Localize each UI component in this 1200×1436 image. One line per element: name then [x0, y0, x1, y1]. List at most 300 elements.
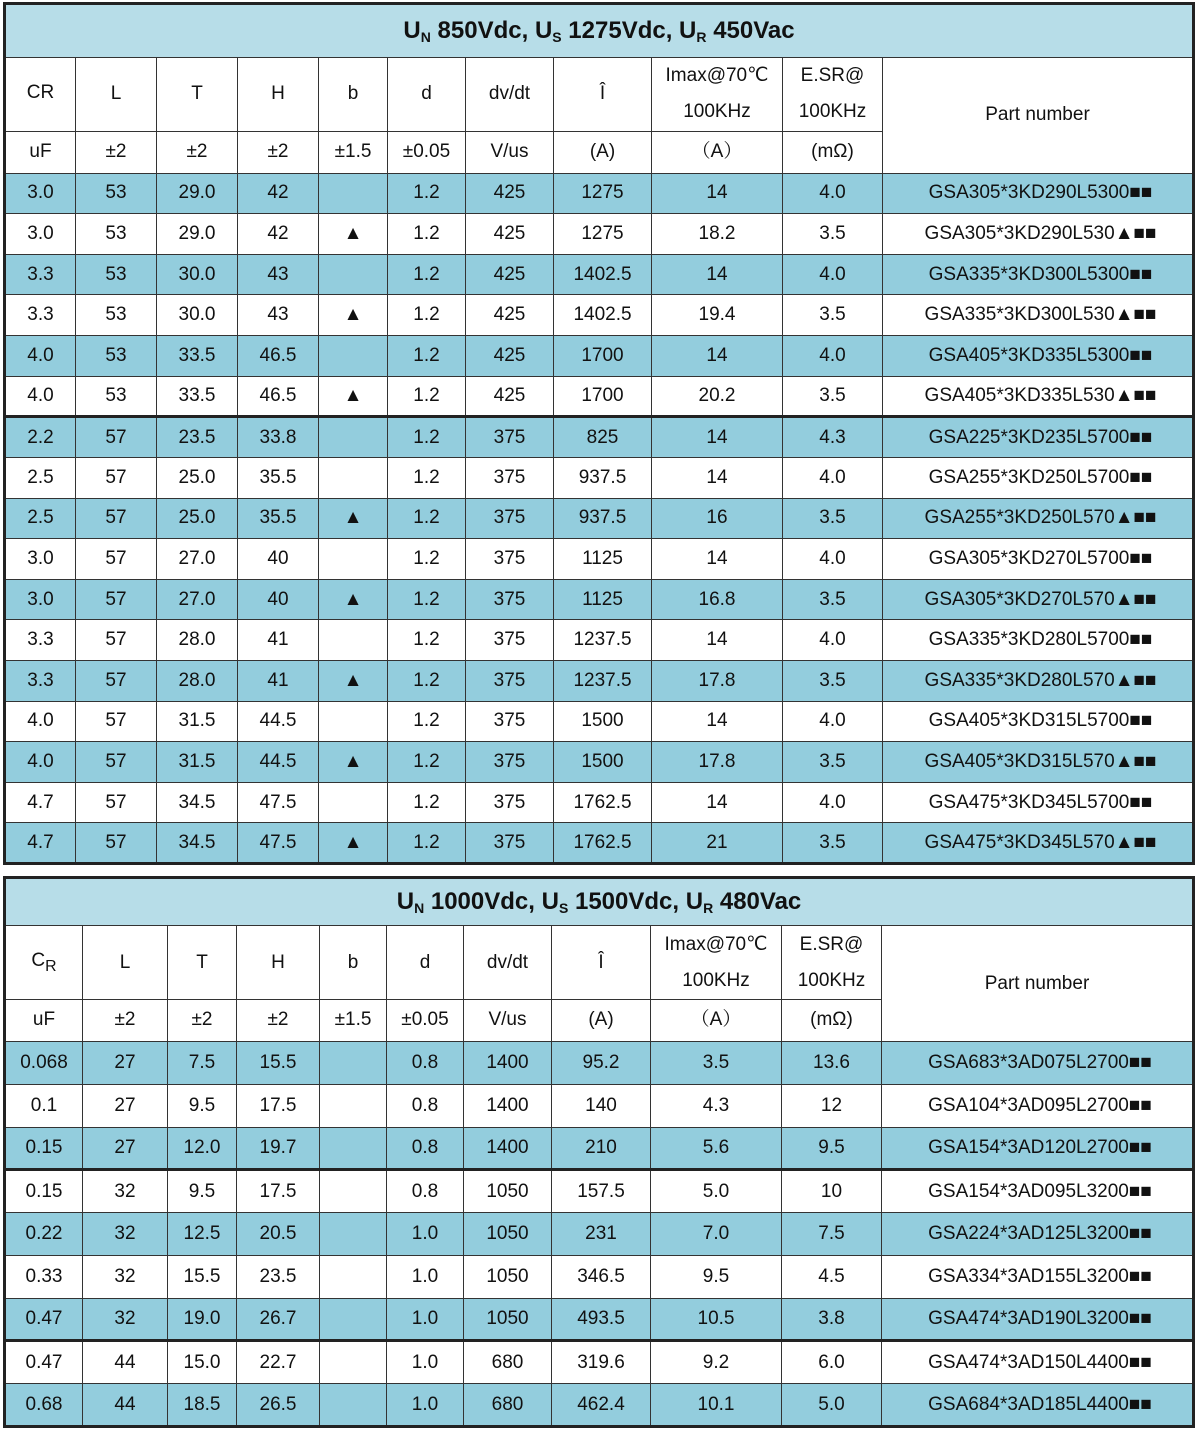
col-header-dvdt: dv/dt [466, 58, 554, 131]
cell-t: 33.5 [157, 376, 238, 417]
col-header-l: L [76, 58, 157, 131]
cell-dvdt: 1400 [464, 1127, 552, 1170]
cell-t: 19.0 [168, 1298, 237, 1341]
cell-t: 31.5 [157, 742, 238, 783]
cell-dvdt: 680 [464, 1341, 552, 1384]
cell-ipk: 1237.5 [554, 620, 652, 661]
cell-t: 12.0 [168, 1127, 237, 1170]
cell-d: 1.2 [388, 417, 466, 458]
cell-d: 1.0 [387, 1213, 464, 1256]
table-row [5, 336, 1194, 377]
cell-esr: 3.5 [783, 579, 883, 620]
unit-t: ±2 [157, 131, 238, 173]
cell-esr: 4.5 [782, 1255, 882, 1298]
cell-d: 1.2 [388, 539, 466, 580]
cell-h: 43 [238, 295, 319, 336]
cell-d: 1.2 [388, 295, 466, 336]
cell-ipk: 140 [552, 1084, 651, 1127]
cell-t: 29.0 [157, 173, 238, 214]
cell-d: 0.8 [387, 1170, 464, 1213]
cell-d: 1.0 [387, 1341, 464, 1384]
cell-t: 9.5 [168, 1170, 237, 1213]
cell-esr: 4.0 [783, 457, 883, 498]
cell-esr: 9.5 [782, 1127, 882, 1170]
cell-imax: 7.0 [651, 1213, 782, 1256]
col-header-h: H [238, 58, 319, 131]
cell-l: 44 [83, 1341, 168, 1384]
cell-part: GSA255*3KD250L5700■■ [883, 457, 1194, 498]
cell-b: ▲ [319, 742, 388, 783]
cell-l: 57 [76, 457, 157, 498]
cell-esr: 13.6 [782, 1042, 882, 1085]
col-header-cr: CR [5, 58, 76, 131]
cell-d: 0.8 [387, 1084, 464, 1127]
cell-l: 57 [76, 823, 157, 864]
cell-cr: 0.33 [5, 1255, 83, 1298]
cell-cr: 4.0 [5, 701, 76, 742]
cell-d: 1.2 [388, 660, 466, 701]
cell-ipk: 462.4 [552, 1384, 651, 1427]
table-row [5, 823, 1194, 864]
cell-t: 34.5 [157, 823, 238, 864]
cell-cr: 0.15 [5, 1127, 83, 1170]
table-row [5, 1084, 1194, 1127]
cell-ipk: 1700 [554, 336, 652, 377]
table-row [5, 701, 1194, 742]
cell-cr: 3.0 [5, 579, 76, 620]
cell-cr: 3.3 [5, 295, 76, 336]
cell-h: 19.7 [237, 1127, 320, 1170]
cell-part: GSA154*3AD095L3200■■ [882, 1170, 1194, 1213]
cell-part: GSA683*3AD075L2700■■ [882, 1042, 1194, 1085]
col-header-b: b [319, 58, 388, 131]
cell-h: 40 [238, 579, 319, 620]
cell-b [319, 336, 388, 377]
cell-ipk: 95.2 [552, 1042, 651, 1085]
cell-h: 23.5 [237, 1255, 320, 1298]
col-header-part-number: Part number [882, 926, 1194, 1042]
cell-dvdt: 680 [464, 1384, 552, 1427]
cell-t: 12.5 [168, 1213, 237, 1256]
cell-part: GSA684*3AD185L4400■■ [882, 1384, 1194, 1427]
cell-h: 46.5 [238, 376, 319, 417]
cell-b [319, 701, 388, 742]
unit-ipk: (A) [552, 999, 651, 1041]
cell-b [320, 1170, 387, 1213]
cell-part: GSA475*3KD345L5700■■ [883, 782, 1194, 823]
cell-dvdt: 375 [466, 742, 554, 783]
cell-ipk: 1500 [554, 742, 652, 783]
cell-ipk: 1700 [554, 376, 652, 417]
cell-ipk: 157.5 [552, 1170, 651, 1213]
table-row [5, 214, 1194, 255]
cell-b [319, 457, 388, 498]
cell-b [320, 1213, 387, 1256]
cell-esr: 4.0 [783, 782, 883, 823]
cell-h: 42 [238, 173, 319, 214]
cell-ipk: 210 [552, 1127, 651, 1170]
cell-part: GSA305*3KD270L5700■■ [883, 539, 1194, 580]
cell-d: 1.2 [388, 457, 466, 498]
cell-b [319, 173, 388, 214]
cell-part: GSA305*3KD270L570▲■■ [883, 579, 1194, 620]
cell-imax: 5.6 [651, 1127, 782, 1170]
cell-d: 1.2 [388, 498, 466, 539]
cell-esr: 3.5 [783, 214, 883, 255]
cell-d: 1.2 [388, 579, 466, 620]
cell-imax: 14 [652, 336, 783, 377]
col-header-cr: $C_R$ [5, 926, 83, 1000]
cell-esr: 3.5 [783, 376, 883, 417]
col-header-ipk: Î [554, 58, 652, 131]
cell-imax: 18.2 [652, 214, 783, 255]
cell-imax: 14 [652, 417, 783, 458]
table-row [5, 417, 1194, 458]
cell-d: 1.0 [387, 1255, 464, 1298]
table-row [5, 376, 1194, 417]
cell-l: 32 [83, 1298, 168, 1341]
cell-h: 44.5 [238, 701, 319, 742]
cell-t: 30.0 [157, 254, 238, 295]
cell-imax: 14 [652, 173, 783, 214]
cell-h: 17.5 [237, 1170, 320, 1213]
cell-imax: 10.1 [651, 1384, 782, 1427]
cell-dvdt: 375 [466, 417, 554, 458]
cell-dvdt: 1050 [464, 1213, 552, 1256]
cell-dvdt: 375 [466, 498, 554, 539]
unit-imax: （A） [651, 999, 782, 1041]
cell-d: 0.8 [387, 1127, 464, 1170]
cell-part: GSA405*3KD315L570▲■■ [883, 742, 1194, 783]
cell-cr: 0.15 [5, 1170, 83, 1213]
cell-h: 42 [238, 214, 319, 255]
cell-t: 25.0 [157, 498, 238, 539]
cell-h: 41 [238, 660, 319, 701]
cell-t: 31.5 [157, 701, 238, 742]
cell-esr: 6.0 [782, 1341, 882, 1384]
unit-dvdt: V/us [466, 131, 554, 173]
cell-part: GSA475*3KD345L570▲■■ [883, 823, 1194, 864]
table-row [5, 1127, 1194, 1170]
cell-cr: 0.47 [5, 1341, 83, 1384]
cell-h: 33.8 [238, 417, 319, 458]
cell-ipk: 346.5 [552, 1255, 651, 1298]
unit-d: ±0.05 [388, 131, 466, 173]
spec-table-850vdc [3, 2, 1195, 865]
col-header-h: H [237, 926, 320, 1000]
unit-ipk: (A) [554, 131, 652, 173]
cell-l: 27 [83, 1127, 168, 1170]
cell-ipk: 937.5 [554, 457, 652, 498]
cell-part: GSA305*3KD290L530▲■■ [883, 214, 1194, 255]
table-row [5, 1170, 1194, 1213]
table-row [5, 457, 1194, 498]
cell-cr: 4.0 [5, 376, 76, 417]
cell-t: 18.5 [168, 1384, 237, 1427]
cell-t: 28.0 [157, 620, 238, 661]
unit-h: ±2 [237, 999, 320, 1041]
cell-dvdt: 375 [466, 823, 554, 864]
table-row [5, 579, 1194, 620]
cell-l: 57 [76, 498, 157, 539]
cell-b: ▲ [319, 498, 388, 539]
cell-l: 53 [76, 295, 157, 336]
cell-part: GSA405*3KD335L5300■■ [883, 336, 1194, 377]
cell-l: 53 [76, 214, 157, 255]
cell-imax: 4.3 [651, 1084, 782, 1127]
cell-b: ▲ [319, 579, 388, 620]
cell-esr: 3.5 [783, 295, 883, 336]
cell-h: 44.5 [238, 742, 319, 783]
table-row [5, 1298, 1194, 1341]
cell-l: 57 [76, 539, 157, 580]
cell-imax: 9.5 [651, 1255, 782, 1298]
cell-d: 1.2 [388, 823, 466, 864]
cell-ipk: 1402.5 [554, 295, 652, 336]
cell-imax: 3.5 [651, 1042, 782, 1085]
cell-part: GSA405*3KD315L5700■■ [883, 701, 1194, 742]
table-row [5, 173, 1194, 214]
cell-l: 27 [83, 1042, 168, 1085]
cell-dvdt: 375 [466, 620, 554, 661]
cell-t: 15.0 [168, 1341, 237, 1384]
cell-imax: 14 [652, 457, 783, 498]
cell-cr: 2.5 [5, 457, 76, 498]
cell-h: 40 [238, 539, 319, 580]
cell-cr: 4.0 [5, 336, 76, 377]
cell-dvdt: 375 [466, 539, 554, 580]
cell-imax: 16.8 [652, 579, 783, 620]
cell-esr: 7.5 [782, 1213, 882, 1256]
unit-imax: （A） [652, 131, 783, 173]
table-row [5, 782, 1194, 823]
cell-t: 33.5 [157, 336, 238, 377]
cell-d: 1.2 [388, 254, 466, 295]
table-title: $U_N$ 850Vdc, $U_S$ 1275Vdc, $U_R$ 450Vac [5, 4, 1194, 58]
col-header-imax: Imax@70℃ 100KHz [652, 58, 783, 131]
cell-l: 32 [83, 1213, 168, 1256]
cell-dvdt: 425 [466, 173, 554, 214]
cell-esr: 4.0 [783, 620, 883, 661]
cell-esr: 4.0 [783, 539, 883, 580]
cell-h: 35.5 [238, 457, 319, 498]
cell-dvdt: 375 [466, 660, 554, 701]
cell-part: GSA335*3KD280L570▲■■ [883, 660, 1194, 701]
unit-l: ±2 [83, 999, 168, 1041]
cell-cr: 0.068 [5, 1042, 83, 1085]
cell-part: GSA335*3KD300L5300■■ [883, 254, 1194, 295]
cell-h: 17.5 [237, 1084, 320, 1127]
table-row [5, 742, 1194, 783]
col-header-b: b [320, 926, 387, 1000]
cell-cr: 4.7 [5, 823, 76, 864]
cell-esr: 3.5 [783, 660, 883, 701]
unit-esr: (mΩ) [782, 999, 882, 1041]
cell-part: GSA154*3AD120L2700■■ [882, 1127, 1194, 1170]
cell-d: 1.2 [388, 782, 466, 823]
cell-l: 57 [76, 660, 157, 701]
cell-d: 1.2 [388, 376, 466, 417]
cell-b [320, 1298, 387, 1341]
cell-h: 41 [238, 620, 319, 661]
cell-l: 57 [76, 579, 157, 620]
cell-imax: 14 [652, 539, 783, 580]
cell-t: 28.0 [157, 660, 238, 701]
cell-esr: 4.3 [783, 417, 883, 458]
cell-imax: 17.8 [652, 660, 783, 701]
cell-cr: 4.0 [5, 742, 76, 783]
unit-b: ±1.5 [320, 999, 387, 1041]
cell-l: 57 [76, 742, 157, 783]
cell-cr: 3.0 [5, 214, 76, 255]
cell-b [319, 539, 388, 580]
cell-b [320, 1084, 387, 1127]
cell-part: GSA405*3KD335L530▲■■ [883, 376, 1194, 417]
cell-l: 53 [76, 376, 157, 417]
cell-t: 27.0 [157, 579, 238, 620]
cell-ipk: 1125 [554, 579, 652, 620]
cell-b [319, 254, 388, 295]
cell-cr: 2.2 [5, 417, 76, 458]
cell-cr: 2.5 [5, 498, 76, 539]
cell-ipk: 1275 [554, 214, 652, 255]
unit-h: ±2 [238, 131, 319, 173]
cell-esr: 4.0 [783, 336, 883, 377]
cell-imax: 14 [652, 701, 783, 742]
cell-esr: 3.5 [783, 823, 883, 864]
cell-ipk: 1237.5 [554, 660, 652, 701]
cell-cr: 3.3 [5, 660, 76, 701]
col-header-esr: E.SR@ 100KHz [783, 58, 883, 131]
cell-b: ▲ [319, 660, 388, 701]
cell-h: 26.7 [237, 1298, 320, 1341]
cell-esr: 4.0 [783, 173, 883, 214]
cell-part: GSA335*3KD280L5700■■ [883, 620, 1194, 661]
cell-imax: 14 [652, 782, 783, 823]
cell-t: 25.0 [157, 457, 238, 498]
cell-ipk: 1125 [554, 539, 652, 580]
cell-t: 30.0 [157, 295, 238, 336]
col-header-esr: E.SR@ 100KHz [782, 926, 882, 1000]
cell-t: 27.0 [157, 539, 238, 580]
col-header-t: T [157, 58, 238, 131]
unit-cr: uF [5, 999, 83, 1041]
cell-l: 57 [76, 701, 157, 742]
cell-ipk: 493.5 [552, 1298, 651, 1341]
cell-esr: 4.0 [783, 254, 883, 295]
cell-l: 32 [83, 1170, 168, 1213]
cell-d: 1.2 [388, 742, 466, 783]
cell-dvdt: 425 [466, 295, 554, 336]
cell-cr: 0.22 [5, 1213, 83, 1256]
cell-imax: 20.2 [652, 376, 783, 417]
cell-part: GSA334*3AD155L3200■■ [882, 1255, 1194, 1298]
unit-b: ±1.5 [319, 131, 388, 173]
cell-t: 9.5 [168, 1084, 237, 1127]
cell-d: 1.2 [388, 214, 466, 255]
cell-l: 53 [76, 173, 157, 214]
cell-h: 47.5 [238, 782, 319, 823]
cell-b [319, 620, 388, 661]
cell-part: GSA305*3KD290L5300■■ [883, 173, 1194, 214]
cell-part: GSA255*3KD250L570▲■■ [883, 498, 1194, 539]
cell-b [320, 1341, 387, 1384]
cell-dvdt: 1050 [464, 1170, 552, 1213]
cell-dvdt: 375 [466, 579, 554, 620]
cell-imax: 14 [652, 620, 783, 661]
table-body [5, 1042, 1194, 1427]
unit-cr: uF [5, 131, 76, 173]
cell-t: 7.5 [168, 1042, 237, 1085]
col-header-d: d [388, 58, 466, 131]
cell-ipk: 231 [552, 1213, 651, 1256]
unit-dvdt: V/us [464, 999, 552, 1041]
cell-b [319, 417, 388, 458]
cell-esr: 3.8 [782, 1298, 882, 1341]
table-row [5, 1042, 1194, 1085]
cell-dvdt: 375 [466, 457, 554, 498]
cell-h: 46.5 [238, 336, 319, 377]
cell-ipk: 1762.5 [554, 782, 652, 823]
cell-part: GSA335*3KD300L530▲■■ [883, 295, 1194, 336]
cell-imax: 16 [652, 498, 783, 539]
cell-cr: 4.7 [5, 782, 76, 823]
cell-b [320, 1042, 387, 1085]
cell-t: 34.5 [157, 782, 238, 823]
cell-esr: 10 [782, 1170, 882, 1213]
table-row [5, 295, 1194, 336]
cell-ipk: 825 [554, 417, 652, 458]
cell-l: 57 [76, 417, 157, 458]
cell-esr: 3.5 [783, 742, 883, 783]
table-title: $U_N$ 1000Vdc, $U_S$ 1500Vdc, $U_R$ 480Vac [5, 878, 1194, 926]
cell-d: 1.2 [388, 620, 466, 661]
cell-t: 29.0 [157, 214, 238, 255]
cell-imax: 9.2 [651, 1341, 782, 1384]
cell-b [320, 1384, 387, 1427]
cell-part: GSA474*3AD190L3200■■ [882, 1298, 1194, 1341]
cell-h: 47.5 [238, 823, 319, 864]
unit-esr: (mΩ) [783, 131, 883, 173]
cell-ipk: 1762.5 [554, 823, 652, 864]
cell-b [319, 782, 388, 823]
cell-ipk: 319.6 [552, 1341, 651, 1384]
cell-l: 32 [83, 1255, 168, 1298]
cell-l: 57 [76, 782, 157, 823]
cell-part: GSA224*3AD125L3200■■ [882, 1213, 1194, 1256]
cell-imax: 19.4 [652, 295, 783, 336]
col-header-imax: Imax@70℃ 100KHz [651, 926, 782, 1000]
cell-dvdt: 425 [466, 336, 554, 377]
cell-dvdt: 425 [466, 214, 554, 255]
cell-b [320, 1255, 387, 1298]
table-row [5, 660, 1194, 701]
cell-h: 43 [238, 254, 319, 295]
col-header-dvdt: dv/dt [464, 926, 552, 1000]
table-row [5, 498, 1194, 539]
cell-imax: 5.0 [651, 1170, 782, 1213]
cell-cr: 0.47 [5, 1298, 83, 1341]
table-row [5, 1213, 1194, 1256]
cell-imax: 14 [652, 254, 783, 295]
cell-b [320, 1127, 387, 1170]
unit-l: ±2 [76, 131, 157, 173]
cell-h: 35.5 [238, 498, 319, 539]
cell-ipk: 1275 [554, 173, 652, 214]
cell-ipk: 1500 [554, 701, 652, 742]
cell-cr: 3.0 [5, 539, 76, 580]
cell-dvdt: 1050 [464, 1255, 552, 1298]
